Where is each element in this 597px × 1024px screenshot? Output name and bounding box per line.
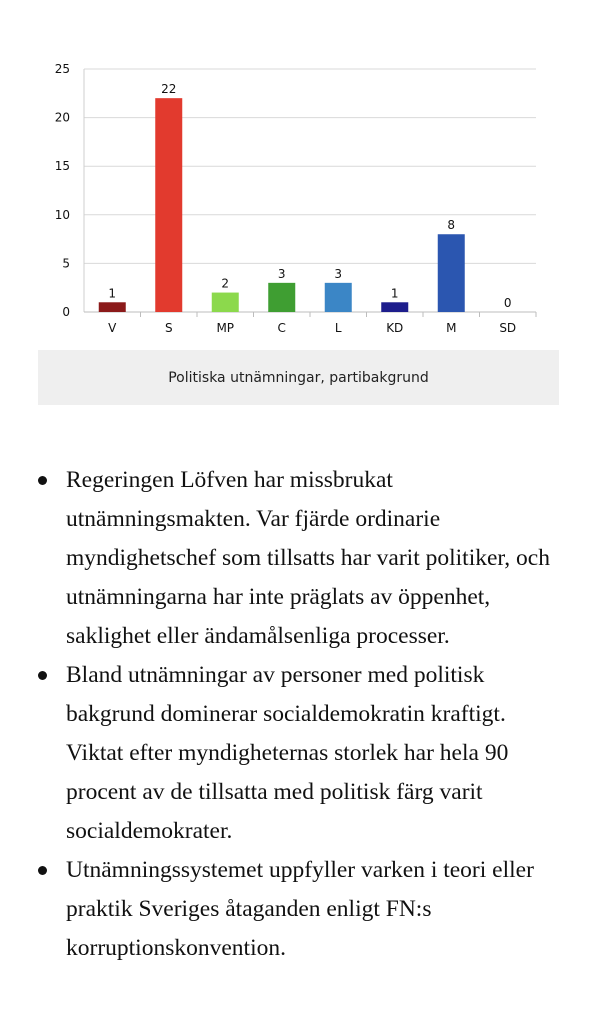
data-label: 2: [221, 276, 230, 291]
x-tick-label: C: [277, 321, 286, 335]
bar: [268, 283, 295, 312]
x-tick-label: MP: [216, 321, 235, 335]
data-label: 3: [277, 266, 286, 281]
bullet-list: [0, 461, 597, 968]
bullet-text: Regeringen Löfven har missbrukat utnämningsmakten. Var fjärde ordinarie myndighetschef som tillsatts har varit politiker, och utnämningarna har inte präglats av öppenhet, saklighet eller ändamålsenliga processer.: [66, 467, 550, 649]
y-tick-label: 0: [62, 305, 70, 319]
y-tick-label: 20: [54, 110, 70, 125]
y-tick-label: 10: [54, 207, 70, 222]
x-tick-label: M: [446, 321, 457, 335]
bar: [155, 98, 182, 312]
bullet-text: Bland utnämningar av personer med politisk bakgrund dominerar socialdemokratin kraftigt. Viktat efter myndigheternas storlek har hela 90 procent av de tillsatta med politisk färg varit socialdemokrater.: [66, 662, 509, 844]
bullet-dot-icon: [38, 866, 47, 875]
bullet-dot-icon: [38, 476, 47, 485]
bar: [438, 234, 465, 312]
bar: [212, 293, 239, 312]
x-tick-label: V: [108, 321, 117, 335]
bullet-dot-icon: [38, 671, 47, 680]
bullet-text: Utnämningssystemet uppfyller varken i teori eller praktik Sveriges åtaganden enligt FN:s korruptionskonvention.: [66, 857, 534, 961]
bullet-item: [0, 461, 597, 656]
data-label: 0: [503, 296, 512, 310]
bar: [325, 283, 352, 312]
data-label: 3: [334, 266, 343, 281]
bullet-item: [0, 656, 597, 851]
data-label: 1: [390, 286, 399, 301]
bar: [99, 302, 126, 312]
bar: [381, 302, 408, 312]
x-tick-label: S: [164, 321, 173, 335]
x-tick-label: L: [334, 321, 342, 335]
x-tick-label: KD: [386, 321, 404, 335]
y-tick-label: 5: [62, 256, 70, 271]
chart-figure: [38, 50, 559, 405]
data-label: 1: [108, 286, 117, 301]
bar-chart: [38, 50, 559, 350]
y-tick-label: 15: [54, 159, 70, 174]
y-tick-label: 25: [54, 62, 70, 76]
x-tick-label: SD: [499, 321, 517, 335]
data-label: 8: [447, 218, 456, 233]
bullet-item: [0, 851, 597, 968]
chart-caption: Politiska utnämningar, partibakgrund: [38, 350, 559, 405]
data-label: 22: [161, 82, 177, 97]
